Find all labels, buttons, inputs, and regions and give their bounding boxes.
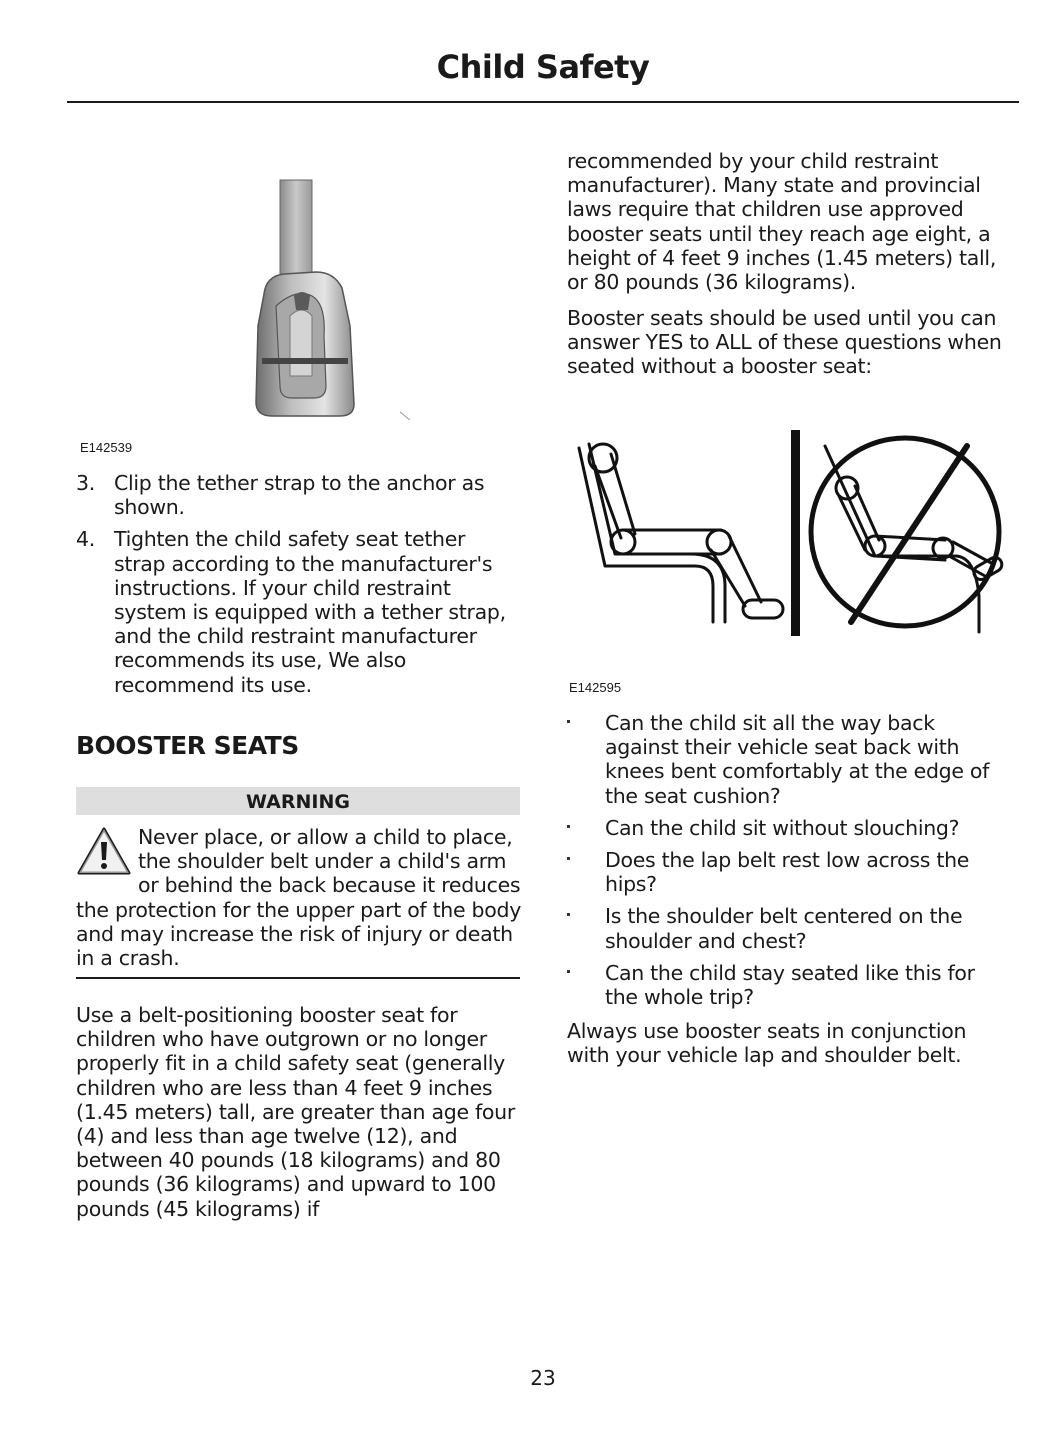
booster-questions-list: [567, 711, 1013, 1017]
section-heading-booster-seats: BOOSTER SEATS: [76, 731, 299, 760]
list-item: [567, 848, 1013, 896]
list-item: [76, 471, 522, 519]
list-item: [76, 527, 522, 696]
list-item: [567, 816, 1013, 840]
figure-code-e142595: E142595: [569, 680, 622, 695]
question-text: Is the shoulder belt centered on the shoulder and chest?: [605, 904, 963, 953]
tether-steps-list: [76, 471, 522, 705]
step-number: 4.: [76, 527, 95, 552]
warning-triangle-icon: [76, 825, 132, 877]
height-weight-paragraph: recommended by your child restraint manufacturer). Many state and provincial laws require that children use approved booster seats until they reach age eight, a height of 4 feet 9 inches (1.45 meters) tall, or 80 pounds (36 kilograms).: [567, 149, 997, 295]
bullet-dot: [567, 720, 570, 723]
warning-text: Never place, or allow a child to place, the shoulder belt under a child's arm or behind the back because it reduces the protection for the upper part of the body and may increase the risk of injury or death in a crash.: [76, 825, 522, 971]
booster-body-paragraph: Use a belt-positioning booster seat for children who have outgrown or no longer properly fit in a child safety seat (generally children who are less than 4 feet 9 inches (1.45 meters) tall, are greater than age four (4) and less than age twelve (12), and between 40 pounds (18 kilograms) and 80 pounds (36 kilograms) and upward to 100 pounds (45 kilograms) if: [76, 1003, 515, 1221]
warning-bottom-rule: [76, 977, 520, 979]
step-text: Tighten the child safety seat tether strap according to the manufacturer's instructions. If your child restraint system is equipped with a tether strap, and the child restraint manufacturer recommends its use, We also recommend its use.: [114, 527, 506, 697]
bullet-dot: [567, 913, 570, 916]
page-title: Child Safety: [436, 48, 650, 86]
question-text: Can the child sit all the way back against their vehicle seat back with knees bent comfortably at the edge of the seat cushion?: [605, 711, 990, 808]
question-text: Does the lap belt rest low across the hips?: [605, 848, 970, 897]
list-item: [567, 904, 1013, 952]
title-rule: [67, 101, 1019, 103]
page-number: 23: [530, 1366, 556, 1390]
question-text: Can the child stay seated like this for the whole trip?: [605, 960, 975, 1010]
warning-body: [76, 825, 522, 970]
yes-questions-intro: Booster seats should be used until you can answer YES to ALL of these questions when seated without a booster seat:: [567, 306, 1002, 379]
list-item: [567, 961, 1013, 1009]
closing-paragraph: Always use booster seats in conjunction with your vehicle lap and shoulder belt.: [567, 1019, 967, 1068]
step-text: Clip the tether strap to the anchor as shown.: [114, 471, 485, 520]
figure-code-e142539: E142539: [80, 440, 133, 455]
tether-anchor-illustration: [250, 176, 420, 420]
bullet-dot: [567, 825, 570, 828]
list-item: [567, 711, 1013, 808]
step-number: 3.: [76, 471, 95, 495]
warning-label: WARNING: [76, 787, 520, 815]
bullet-dot: [567, 970, 570, 973]
question-text: Can the child sit without slouching?: [605, 815, 960, 840]
seating-posture-illustration: [575, 426, 1005, 638]
bullet-dot: [567, 857, 570, 860]
